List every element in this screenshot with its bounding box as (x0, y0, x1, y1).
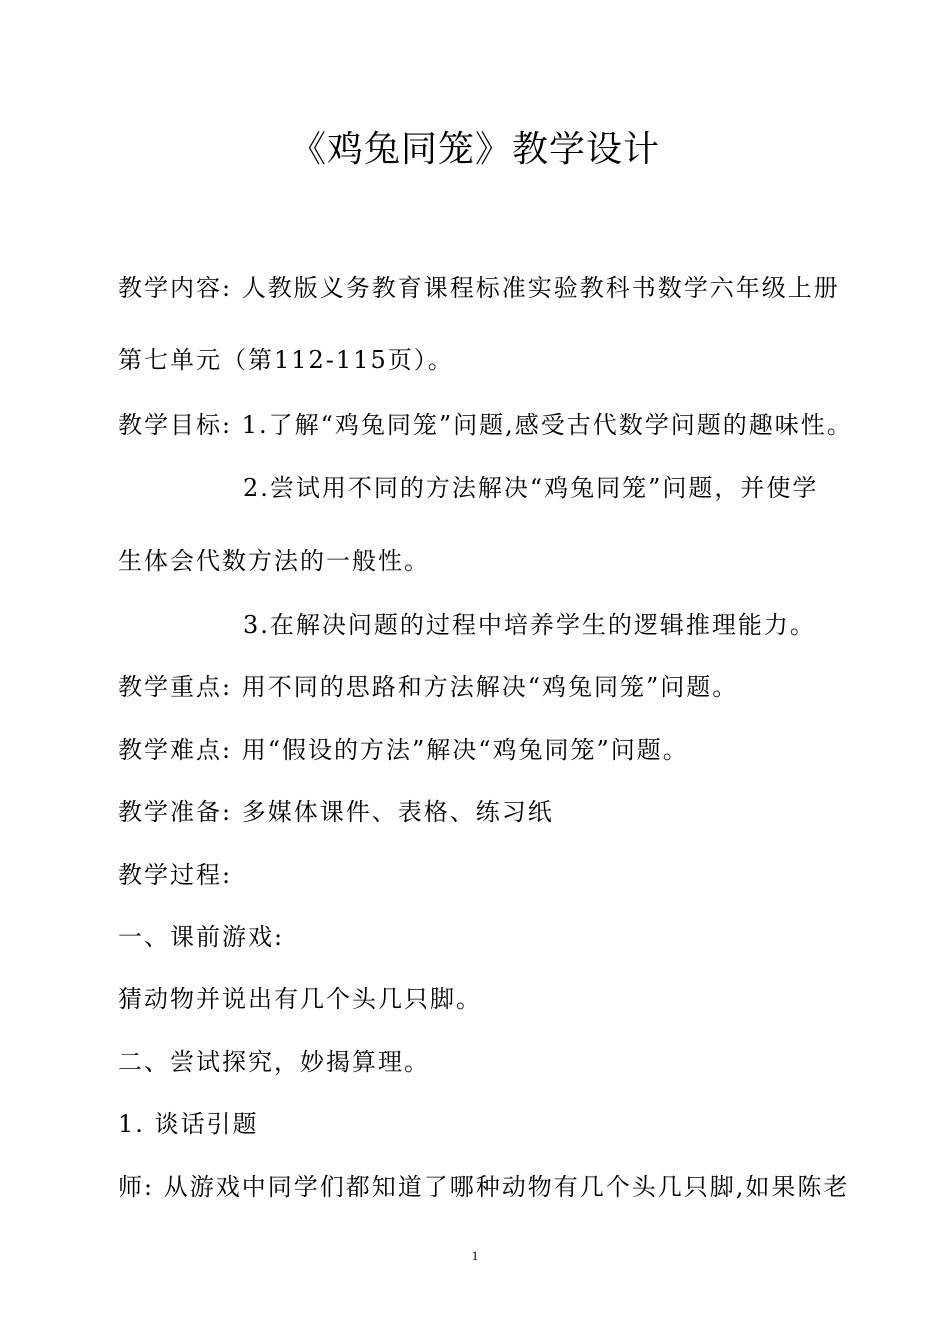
paragraph-line-goal-3: 3.在解决问题的过程中培养学生的逻辑推理能力。 (243, 611, 816, 639)
paragraph-line-process: 教学过程: (118, 861, 233, 889)
paragraph-line-goal-2: 2.尝试用不同的方法解决“鸡兔同笼”问题，并使学 (243, 474, 819, 502)
paragraph-line-teacher: 师: 从游戏中同学们都知道了哪种动物有几个头几只脚,如果陈老 (118, 1173, 850, 1201)
paragraph-line-goal-2-cont: 生体会代数方法的一般性。 (118, 547, 430, 575)
paragraph-line-game: 猜动物并说出有几个头几只脚。 (118, 985, 482, 1013)
paragraph-line-content: 教学内容: 人教版义务教育课程标准实验教科书数学六年级上册 (118, 274, 840, 302)
subsection-heading-1: 1. 谈话引题 (118, 1110, 259, 1138)
page-number: 1 (471, 1248, 479, 1263)
document-title: 《鸡兔同笼》教学设计 (289, 129, 660, 170)
paragraph-line-preparation: 教学准备: 多媒体课件、表格、练习纸 (118, 798, 554, 826)
section-heading-2: 二、尝试探究，妙揭算理。 (118, 1048, 430, 1076)
paragraph-line-key-point: 教学重点: 用不同的思路和方法解决“鸡兔同笼”问题。 (118, 673, 739, 701)
paragraph-line-unit: 第七单元（第112-115页）。 (118, 346, 454, 374)
paragraph-line-difficulty: 教学难点: 用“假设的方法”解决“鸡兔同笼”问题。 (118, 736, 689, 764)
section-heading-1: 一、课前游戏: (118, 923, 285, 951)
paragraph-line-goal-1: 教学目标: 1.了解“鸡兔同笼”问题,感受古代数学问题的趣味性。 (118, 411, 853, 439)
